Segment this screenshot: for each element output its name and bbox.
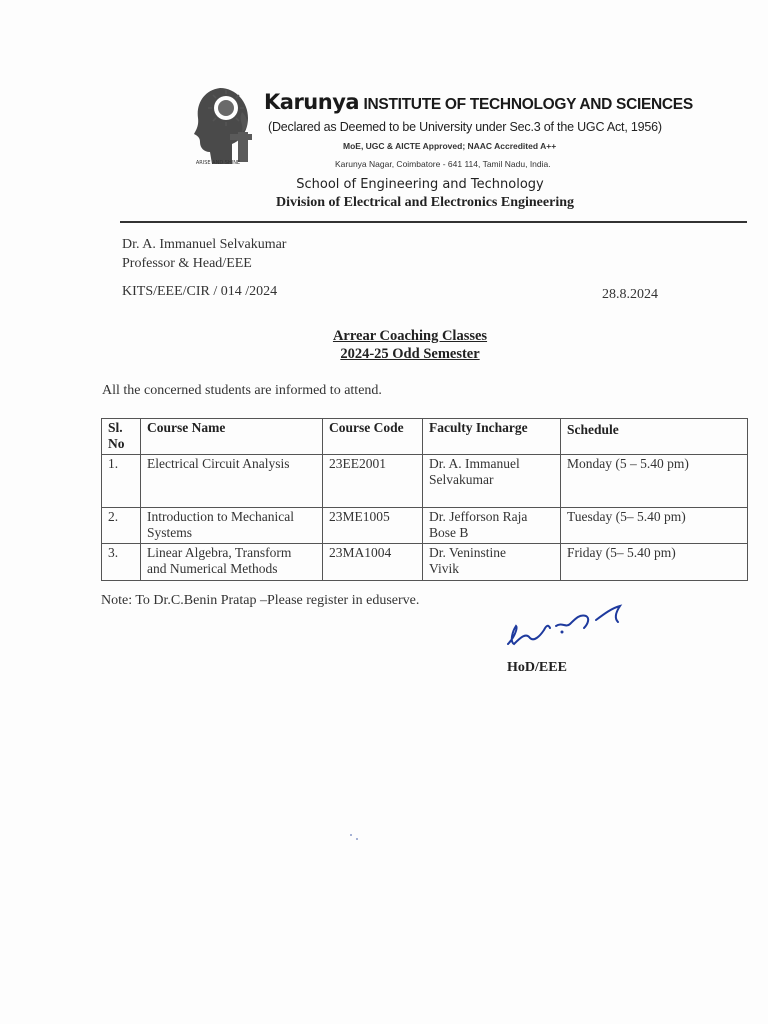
cell-faculty: Dr. A. Immanuel Selvakumar [423, 455, 561, 508]
header-divider [120, 221, 747, 223]
cell-schedule: Friday (5– 5.40 pm) [561, 544, 748, 581]
cell-schedule: Tuesday (5– 5.40 pm) [561, 508, 748, 544]
cell-course-code: 23EE2001 [323, 455, 423, 508]
table-header-row [102, 419, 748, 455]
cell-course-code: 23MA1004 [323, 544, 423, 581]
header-course-name: Course Name [141, 419, 323, 455]
cell-course-code: 23ME1005 [323, 508, 423, 544]
school-name: School of Engineering and Technology [296, 177, 544, 192]
header-course-code: Course Code [323, 419, 423, 455]
sender-name: Dr. A. Immanuel Selvakumar [122, 237, 287, 252]
table-row [102, 508, 748, 544]
cell-sl: 2. [102, 508, 141, 544]
declaration-line: (Declared as Deemed to be University under Sec.3 of the UGC Act, 1956) [268, 120, 662, 134]
header-sl-no: Sl. No [102, 419, 141, 455]
institute-logo [192, 84, 260, 174]
approvals-line: MoE, UGC & AICTE Approved; NAAC Accredited A++ [343, 141, 557, 151]
note-text: Note: To Dr.C.Benin Pratap –Please register in eduserve. [101, 593, 420, 608]
scan-speck [348, 832, 362, 842]
brand-name: Karunya [264, 90, 360, 114]
cell-course-name: Linear Algebra, Transform and Numerical Methods [141, 544, 323, 581]
header-faculty: Faculty Incharge [423, 419, 561, 455]
cell-course-name: Electrical Circuit Analysis [141, 455, 323, 508]
address-line: Karunya Nagar, Coimbatore - 641 114, Tamil Nadu, India. [335, 159, 551, 169]
signature-mark [500, 598, 625, 658]
institute-name: INSTITUTE OF TECHNOLOGY AND SCIENCES [363, 96, 693, 113]
institute-title [264, 90, 693, 114]
sender-designation: Professor & Head/EEE [122, 256, 252, 271]
schedule-table [101, 418, 748, 581]
circular-heading: Arrear Coaching Classes [332, 328, 488, 344]
circular-date: 28.8.2024 [602, 287, 658, 302]
cell-schedule: Monday (5 – 5.40 pm) [561, 455, 748, 508]
cell-sl: 1. [102, 455, 141, 508]
cell-faculty: Dr. Veninstine Vivik [423, 544, 561, 581]
table-row [102, 544, 748, 581]
header-schedule: Schedule [561, 419, 748, 455]
signatory-title: HoD/EEE [507, 660, 567, 675]
intro-text: All the concerned students are informed to attend. [102, 383, 382, 398]
circular-reference: KITS/EEE/CIR / 014 /2024 [122, 284, 278, 299]
table-row [102, 455, 748, 508]
circular-subheading: 2024-25 Odd Semester [340, 346, 480, 362]
logo-motto: ARISE AND SHINE [195, 160, 241, 166]
division-name: Division of Electrical and Electronics Engineering [275, 195, 574, 210]
cell-sl: 3. [102, 544, 141, 581]
cell-faculty: Dr. Jefforson Raja Bose B [423, 508, 561, 544]
cell-course-name: Introduction to Mechanical Systems [141, 508, 323, 544]
